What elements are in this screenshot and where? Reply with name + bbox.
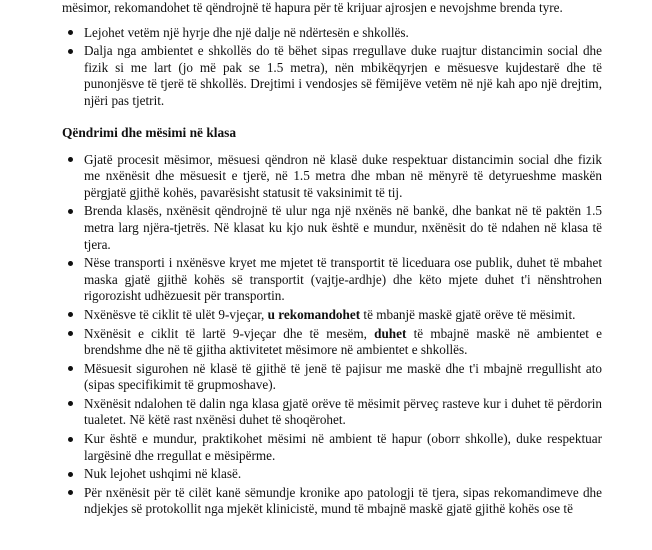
list-item-text: Lejohet vetëm një hyrje dhe një dalje në ndërtesën e shkollës.: [84, 24, 409, 40]
document-content: [62, 0, 602, 520]
list-item-text: [84, 361, 602, 393]
list-item: [62, 152, 602, 202]
list-item: [62, 203, 602, 253]
bullet-dot-icon: [68, 157, 73, 162]
emphasis-text: u rekomandohet: [267, 306, 361, 322]
list-item: [62, 396, 602, 429]
bullet-dot-icon: [68, 401, 73, 406]
list-item: [62, 466, 602, 483]
bullet-dot-icon: [68, 312, 73, 317]
list-item-text: [84, 396, 602, 428]
plain-text: Nxënësit ndalohen të dalin nga klasa gjatë orëve të mësimit përveç rasteve kur i duhet të përdorin tualetet. Në këtë rast nxënësi duhet të shoqërohet.: [84, 395, 602, 428]
list-item-text: [84, 431, 602, 463]
plain-text: Gjatë procesit mësimor, mësuesi qëndron në klasë duke respektuar distancimin social dhe fizik me nxënësit dhe mësuesit e tjerë, në 1.5 metra dhe mban në mënyrë të detyrueshme maskën përgjatë gjithë kohës, pavarësisht statusit të vaksinimit të tij.: [84, 151, 602, 200]
spacer: [62, 112, 602, 125]
bullet-dot-icon: [68, 490, 73, 495]
list-item: [62, 307, 602, 324]
spacer: [62, 141, 602, 152]
plain-text: Nxënësve të ciklit të ulët 9-vjeçar,: [84, 306, 268, 322]
top-bullet-list: [62, 25, 602, 110]
list-item: [62, 431, 602, 464]
bullet-dot-icon: [68, 261, 73, 266]
plain-text: të mbajnë maskë në ambientet e brendshme dhe në të gjitha aktivitetet mësimore në ambientet e shkollës.: [84, 325, 602, 358]
bullet-dot-icon: [68, 472, 73, 477]
bullet-dot-icon: [68, 437, 73, 442]
bullet-dot-icon: [68, 30, 73, 35]
plain-text: Mësuesit sigurohen në klasë të gjithë të jenë të pajisur me maskë dhe t'i mbajnë rregullisht ato (sipas specifikimit të grupmoshave).: [84, 360, 602, 393]
plain-text: Brenda klasës, nxënësit qëndrojnë të ulur nga një nxënës në bankë, dhe bankat në të paktën 1.5 metra larg njëra-tjetrës. Në klasat ku kjo nuk është e mundur, nxënësit do të ndahen në klasa të tjera.: [84, 203, 602, 252]
list-item: [62, 43, 602, 109]
emphasis-text: duhet: [374, 325, 407, 341]
plain-text: Nëse transporti i nxënësve kryet me mjetet të transportit të liceduara ose publik, duhet të mbahet maska gjatë gjithë kohës së transportit (vajtje-ardhje) dhe këto mjete duhet t'i nënshtrohen rigorozisht udhëzuesit për transportin.: [84, 255, 602, 304]
list-item-text: [84, 255, 602, 303]
section-heading: Qëndrimi dhe mësimi në klasa: [62, 124, 237, 140]
plain-text: Nuk lejohet ushqimi në klasë.: [84, 466, 242, 482]
list-item-text: [84, 152, 602, 200]
list-item-text: [84, 485, 602, 517]
plain-text: Kur është e mundur, praktikohet mësimi në ambient të hapur (oborr shkolle), duke respektuar largësinë dhe rregullat e mësipërme.: [84, 431, 602, 463]
list-item: [62, 326, 602, 359]
plain-text: Për nxënësit për të cilët kanë sëmundje kronike apo patologji të tjera, sipas rekomandimeve dhe ndjekjes së protokollit nga mjekët klinicistë, mund të mbajnë maskë gjatë gjithë kohës ose të: [84, 484, 602, 517]
list-item: [62, 255, 602, 305]
top-paragraph: mësimor, rekomandohet të qëndrojnë të hapura për të krijuar ajrosjen e nevojshme brenda tyre.: [62, 0, 563, 15]
spacer: [62, 17, 602, 25]
bullet-dot-icon: [68, 49, 73, 54]
list-item: [62, 485, 602, 518]
section-bullet-list: [62, 152, 602, 518]
list-item-text: Dalja nga ambientet e shkollës do të bëhet sipas rregullave duke ruajtur distancimin social dhe fizik si me lart (jo më pak se 1.5 metra), nën mbikëqyrjen e mësuesve kujdestarë dhe të punonjësve të tjerë të shkollës. Drejtimi i vendosjes së fëmijëve vetëm në një kah apo një drejtim, njëri pas tjetrit.: [84, 43, 602, 108]
plain-text: të mbanjë maskë gjatë orëve të mësimit.: [360, 306, 576, 322]
plain-text: Nxënësit e ciklit të lartë 9-vjeçar dhe të mesëm,: [84, 325, 375, 341]
list-item: [62, 361, 602, 394]
list-item-text: [84, 466, 241, 481]
list-item: [62, 25, 602, 42]
bullet-dot-icon: [68, 209, 73, 214]
list-item-text: [84, 326, 602, 358]
list-item-text: [84, 203, 602, 251]
list-item-text: [84, 307, 575, 322]
bullet-dot-icon: [68, 366, 73, 371]
bullet-dot-icon: [68, 331, 73, 336]
